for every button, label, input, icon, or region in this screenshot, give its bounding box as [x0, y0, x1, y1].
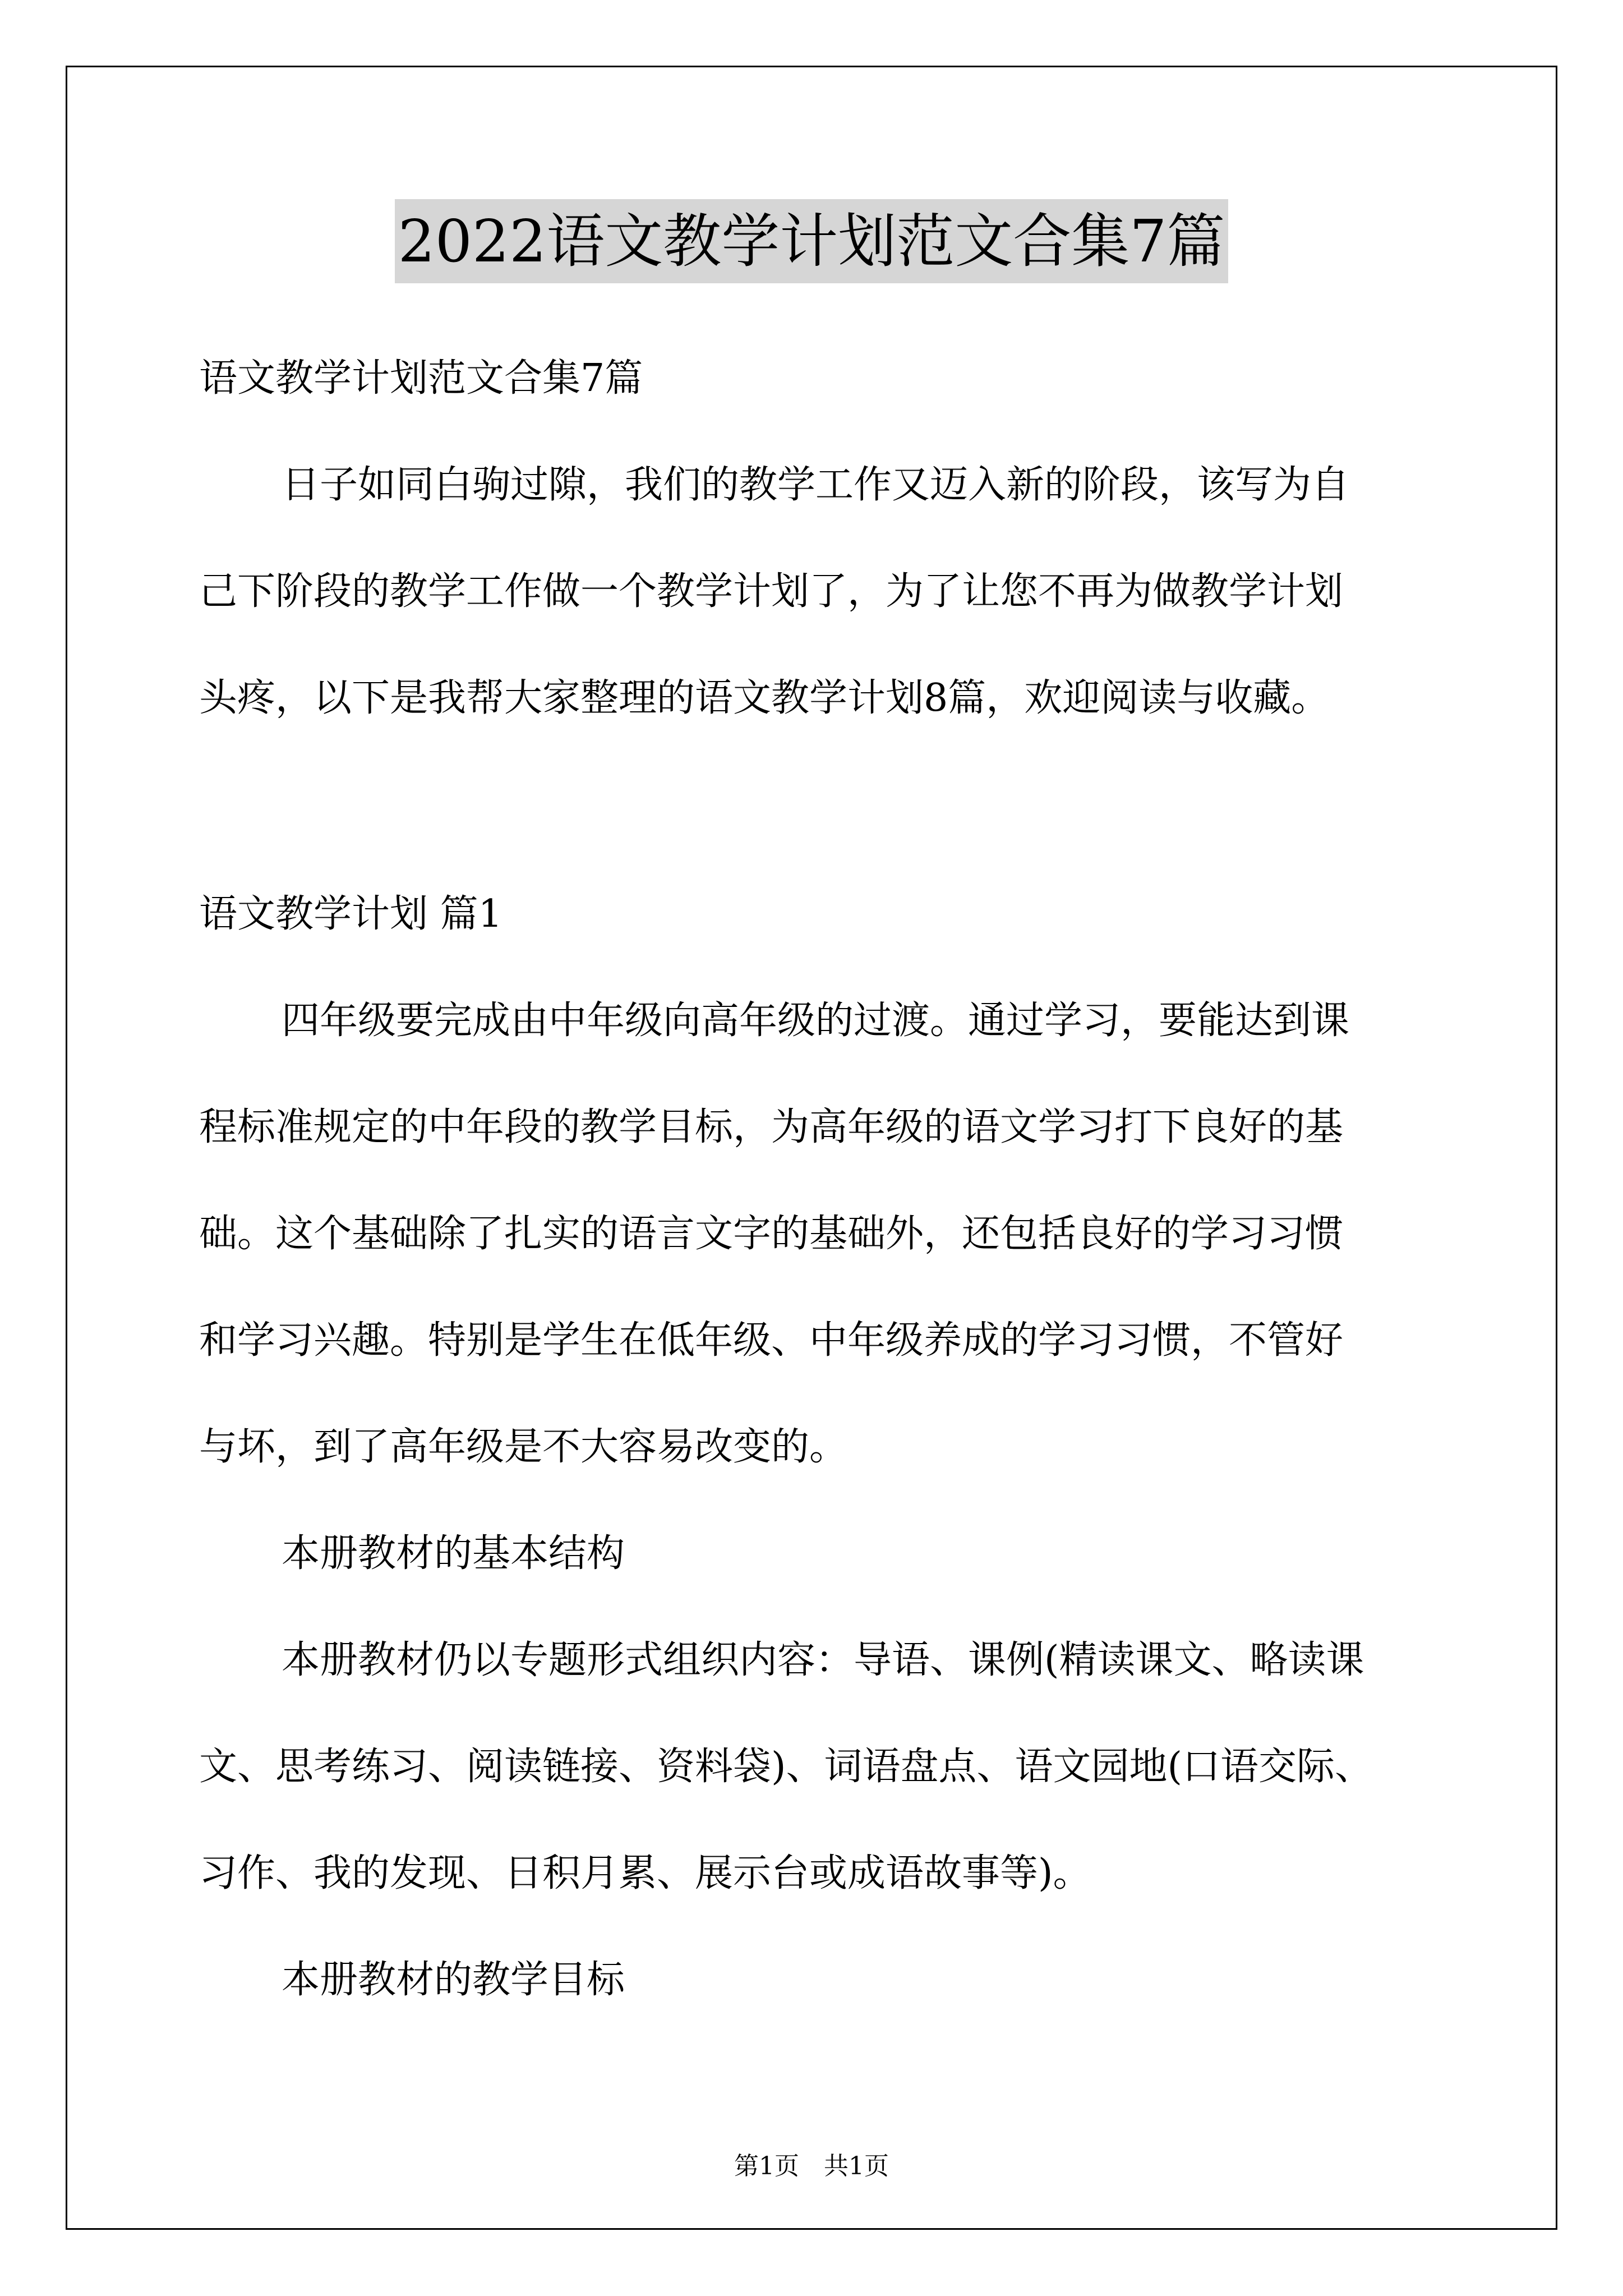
title-container [0, 199, 1623, 283]
section-line-5: 与坏，到了高年级是不大容易改变的。 [199, 1425, 848, 1469]
page-footer: 第1页 共1页 [734, 2152, 889, 2180]
intro-line-1: 日子如同白驹过隙，我们的教学工作又迈入新的阶段，该写为自 [282, 463, 1350, 507]
section-line-2: 程标准规定的中年段的教学目标，为高年级的语文学习打下良好的基 [199, 1105, 1344, 1149]
section-heading: 语文教学计划 篇1 [199, 892, 502, 936]
structure-line-1: 本册教材仍以专题形式组织内容：导语、课例(精读课文、略读课 [282, 1638, 1364, 1682]
document-subtitle: 语文教学计划范文合集7篇 [199, 356, 643, 401]
section-line-3: 础。这个基础除了扎实的语言文字的基础外，还包括良好的学习习惯 [199, 1212, 1344, 1256]
structure-line-2: 文、思考练习、阅读链接、资料袋)、词语盘点、语文园地(口语交际、 [199, 1745, 1373, 1789]
section-line-1: 四年级要完成由中年级向高年级的过渡。通过学习，要能达到课 [282, 999, 1350, 1043]
structure-line-3: 习作、我的发现、日积月累、展示台或成语故事等)。 [199, 1851, 1091, 1895]
intro-line-3: 头疼，以下是我帮大家整理的语文教学计划8篇，欢迎阅读与收藏。 [199, 676, 1330, 720]
structure-heading: 本册教材的基本结构 [282, 1531, 625, 1576]
document-title: 2022语文教学计划范文合集7篇 [395, 199, 1229, 283]
intro-line-2: 己下阶段的教学工作做一个教学计划了，为了让您不再为做教学计划 [199, 569, 1344, 614]
goals-heading: 本册教材的教学目标 [282, 1958, 625, 2002]
section-line-4: 和学习兴趣。特别是学生在低年级、中年级养成的学习习惯，不管好 [199, 1318, 1344, 1363]
